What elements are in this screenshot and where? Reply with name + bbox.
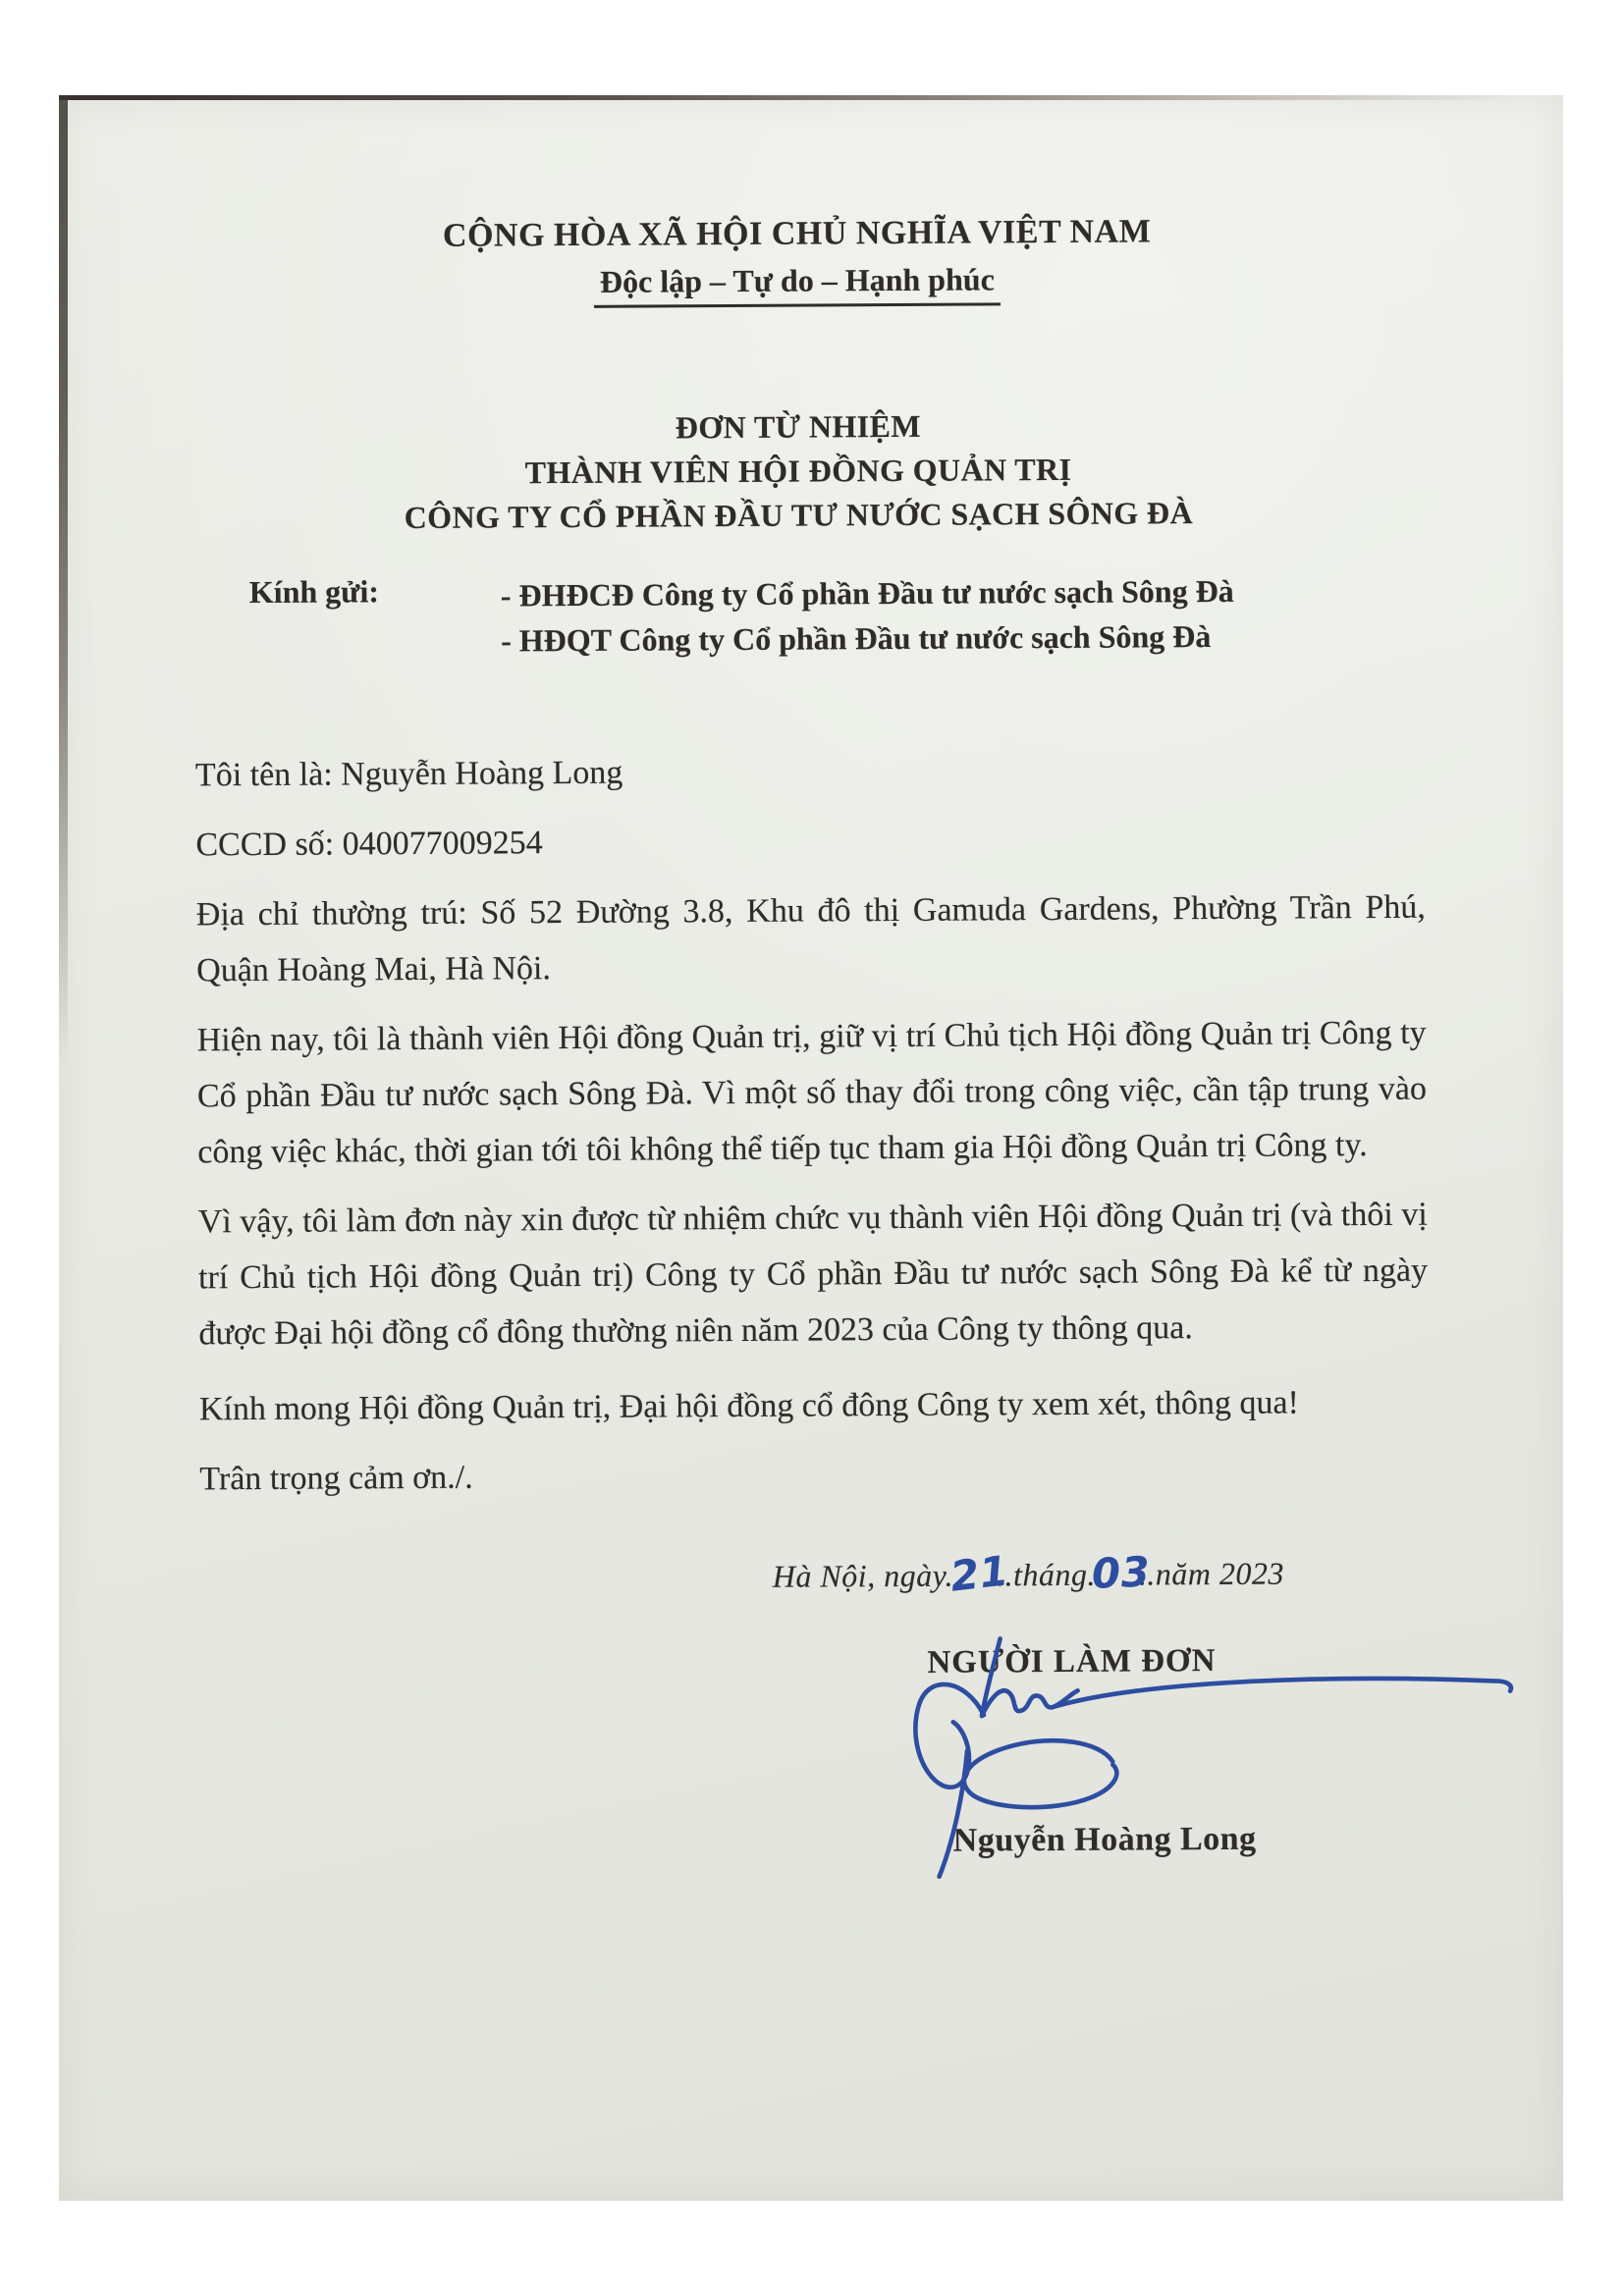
national-header (282, 207, 1312, 309)
signature-sweep-stroke (1054, 1678, 1511, 1707)
title-line2: THÀNH VIÊN HỘI ĐỒNG QUẢN TRỊ (524, 451, 1072, 491)
body-paragraph: Kính mong Hội đồng Quản trị, Đại hội đồng cổ đông Công ty xem xét, thông qua! (198, 1384, 1300, 1428)
national-motto-underlined: Độc lập – Tự do – Hạnh phúc (594, 261, 1001, 308)
national-motto-line2 (283, 259, 1312, 309)
recipient-item: - HĐQT Công ty Cổ phần Đầu tư nước sạch Sông Đà (501, 618, 1212, 659)
recipients-section (194, 567, 1425, 666)
body-paragraph: Địa chỉ thường trú: Số 52 Đường 3.8, Khu đô thị Gamuda Gardens, Phường Trần Phú, Quận Hoàng Mai, Hà Nội. (195, 888, 1426, 989)
closing-section (200, 1546, 1432, 1865)
date-prefix: Hà Nội, ngày.. (772, 1557, 962, 1594)
signature-descender-stroke (939, 1751, 968, 1877)
body-paragraph: Vì vậy, tôi làm đơn này xin được từ nhiệm chức vụ thành viên Hội đồng Quản trị (và thôi vị trí Chủ tịch Hội đồng Quản trị) Công ty Cổ phần Đầu tư nước sạch Sông Đà kể từ ngày được Đại hội đồng cổ đông thường niên năm 2023 của Công ty thông qua. (197, 1196, 1429, 1353)
body-paragraph: CCCD số: 040077009254 (195, 825, 543, 864)
recipients-label: Kính gửi: (248, 573, 380, 611)
document-title (284, 401, 1314, 540)
national-motto-line1: CỘNG HÒA XÃ HỘI CHỦ NGHĨA VIỆT NAM (442, 213, 1152, 254)
handwritten-month: 03 (1091, 1547, 1152, 1598)
signer-role-heading: NGƯỜI LÀM ĐƠN (927, 1643, 1217, 1681)
date-line (200, 1546, 1430, 1601)
recipients-list (501, 568, 1234, 664)
title-line3: CÔNG TY CỔ PHẦN ĐẦU TƯ NƯỚC SẠCH SÔNG ĐÀ (404, 495, 1194, 536)
handwritten-signature (905, 1632, 1526, 1884)
body-paragraph: Trân trọng cảm ơn./. (199, 1459, 473, 1498)
title-line1: ĐƠN TỪ NHIỆM (675, 407, 922, 446)
scanned-page (59, 95, 1563, 2201)
letter-content (54, 90, 1571, 2205)
handwritten-day: 21 (947, 1546, 1011, 1601)
recipient-item: - ĐHĐCĐ Công ty Cổ phần Đầu tư nước sạch Sông Đà (500, 572, 1234, 614)
signature-ellipse-stroke (964, 1740, 1117, 1808)
date-mid: ..tháng.. (996, 1556, 1105, 1593)
signature-loop-stroke (915, 1684, 984, 1788)
date-suffix: ..năm 2023 (1138, 1555, 1285, 1592)
body-paragraph: Tôi tên là: Nguyễn Hoàng Long (194, 754, 623, 794)
signer-name: Nguyễn Hoàng Long (952, 1820, 1257, 1859)
letter-body (195, 740, 1430, 1508)
body-paragraph: Hiện nay, tôi là thành viên Hội đồng Quản trị, giữ vị trí Chủ tịch Hội đồng Quản trị Công ty Cổ phần Đầu tư nước sạch Sông Đà. Vì một số thay đổi trong công việc, cần tập trung vào công việc khác, thời gian tới tôi không thể tiếp tục tham gia Hội đồng Quản trị Công ty. (196, 1014, 1428, 1171)
